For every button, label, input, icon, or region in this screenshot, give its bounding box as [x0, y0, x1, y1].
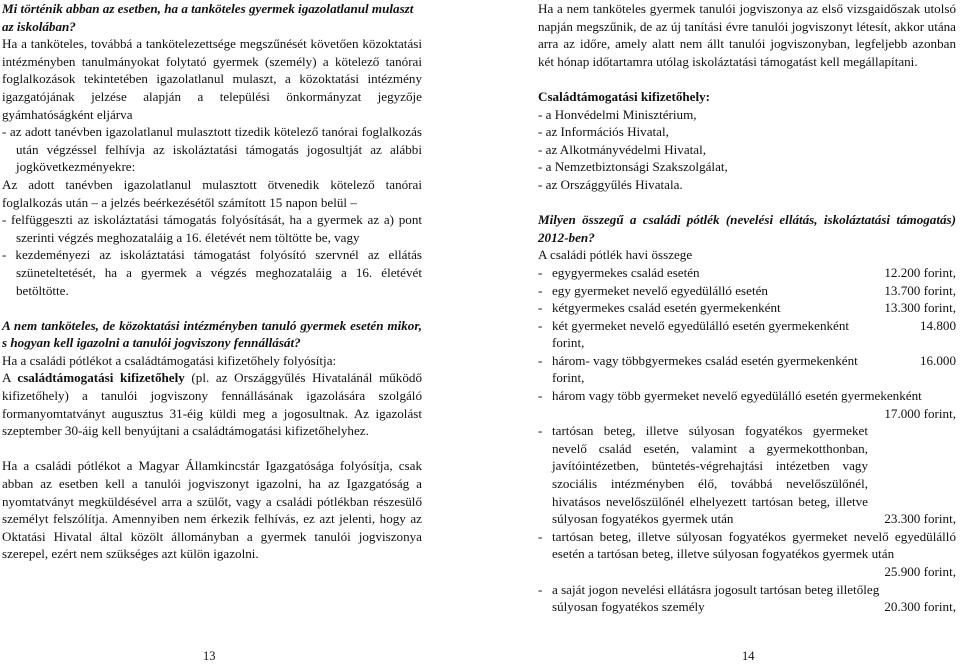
section-title-unexcused-absence: Mi történik abban az esetben, ha a tanköteles gyermek igazolatlanul mulaszt az iskolában?	[2, 1, 414, 34]
paragraph-treasury: Ha a családi pótlékot a Magyar Államkincstár Igazgatósága folyósítja, csak abban az esetben kell a tanulói jogviszonyt igazolni, ha az Igazgatóság a nyomtatványt megküldésével arra a szülőt, vagy a családi pótlékban részesülő személyt felszólítja. Amennyiben nem érkezik felhívás, ez azt jelenti, hogy az Oktatási Hivatal által közölt állományban a gyermek tanulói jogviszonya szerepel, ezért nem szükséges azt külön igazolni.	[2, 458, 422, 562]
amount-row: - három- vagy többgyermekes család esetén gyermekenként 16.000 forint,	[538, 352, 956, 386]
amount-row: - egy gyermeket nevelő egyedülálló esetén 13.700 forint,	[538, 282, 956, 298]
amount-row: - a saját jogon nevelési ellátásra jogosult tartósan beteg illetőleg súlyosan fogyatékos személy 20.300 forint,	[538, 581, 956, 615]
bold-term-family-support-office: családtámogatási kifizetőhely	[17, 370, 185, 386]
paragraph-fiftieth-lesson: Az adott tanévben igazolatlanul mulasztott ötvenedik kötelező tanórai foglalkozás után – a jelzés beérkezésétől számított 15 napon belül –	[2, 176, 422, 210]
right-page	[538, 0, 956, 616]
section-title-family-allowance-2012: Milyen összegű a családi pótlék (nevelési ellátás, iskoláztatási támogatás) 2012-ben?	[538, 212, 956, 245]
paragraph-pause: - kezdeményezi az iskoláztatási támogatást folyósító szervnél az ellátás szüneteltetését, ha a gyermek a végzés meghozataláig a 16. életévét betöltötte.	[2, 247, 422, 298]
paragraph-payment-office: Ha a családi pótlékot a családtámogatási kifizetőhely folyósítja:	[2, 352, 337, 368]
paragraph-suspension: - felfüggeszti az iskoláztatási támogatás folyósítását, ha a gyermek az a) pont szerinti végzés meghozataláig a 16. életévét nem töltötte be, vagy	[2, 212, 422, 245]
heading-family-support-offices: Családtámogatási kifizetőhely:	[538, 88, 711, 104]
page-number-right: 14	[742, 649, 755, 663]
amount-row: - kétgyermekes család esetén gyermekenként 13.300 forint,	[538, 300, 956, 316]
list-item: - az Alkotmányvédelmi Hivatal,	[538, 141, 706, 157]
paragraph-family-support-office: A családtámogatási kifizetőhely (pl. az Országgyűlés Hivatalánál működő kifizetőhely) a tanulói jogviszony fennállásának igazolására szolgáló formanyomtatványt augusztus 31-éig küldi meg a jogosultnak. Az igazolást szeptember 30-áig kell benyújtani a családtámogatási kifizetőhelyhez.	[2, 370, 422, 439]
paragraph-student-status-end: Ha a nem tanköteles gyermek tanulói jogviszonya az első vizsgaidőszak utolsó napján megszűnik, de az új tanítási évre tanulói jogviszonyt létesít, akkor utána arra az időre, amely alatt nem állt tanulói jogviszonyban, legfeljebb azonban két hónap időtartamra utólag iskoláztatási támogatást kell megállapítani.	[538, 1, 956, 69]
amount-row: - egygyermekes család esetén 12.200 forint,	[538, 264, 956, 280]
amount-row: - tartósan beteg, illetve súlyosan fogyatékos gyermeket nevelő egyedülálló esetén a tartósan beteg, illetve súlyosan fogyatékos gyermek után 25.900 forint,	[538, 528, 956, 579]
section-title-non-compulsory-student: A nem tanköteles, de közoktatási intézményben tanuló gyermek esetén mikor, s hogyan kell igazolni a tanulói jogviszony fennállását?	[2, 317, 422, 351]
list-item: - az Információs Hivatal,	[538, 124, 669, 140]
list-item: - a Nemzetbiztonsági Szakszolgálat,	[538, 159, 728, 175]
amount-row: - három vagy több gyermeket nevelő egyedülálló esetén gyermekenként 17.000 forint,	[538, 388, 956, 421]
list-item: - az Országgyűlés Hivatala.	[538, 176, 683, 192]
list-family-support-offices	[538, 106, 956, 194]
paragraph-monthly-amount: A családi pótlék havi összege	[538, 247, 693, 263]
amount-row: - tartósan beteg, illetve súlyosan fogyatékos gyermeket nevelő család esetén, valamint a gyermekotthonban, javítóintézetben, büntetés-végrehajtási intézetben vagy szociális intézményben élő, továbbá nevelőszülőnél, hivatásos nevelőszülőnél elhelyezett tartósan beteg, illetve súlyosan fogyatékos gyermek után 23.300 forint,	[538, 423, 956, 527]
paragraph-tenth-lesson: - az adott tanévben igazolatlanul mulasztott tizedik kötelező tanórai foglalkozás után végzéssel felhívja az iskoláztatási támogatás jogosultját az alábbi jogkövetkezményekre:	[2, 124, 422, 175]
paragraph-absence-procedure: Ha a tanköteles, továbbá a tankötelezettsége megszűnését követően közoktatási intézményben tanulmányokat folytató gyermek (személy) a kötelező tanórai foglalkozások tekintetében igazolatlanul mulaszt, a közoktatási intézmény igazgatójának jelzése alapján a települési önkormányzat jegyzője gyámhatóságként eljárva	[2, 36, 422, 122]
amount-row: - két gyermeket nevelő egyedülálló esetén gyermekenként 14.800 forint,	[538, 317, 956, 351]
list-item: - a Honvédelmi Minisztérium,	[538, 106, 697, 122]
page-number-left: 13	[203, 649, 216, 663]
left-page	[2, 0, 422, 563]
